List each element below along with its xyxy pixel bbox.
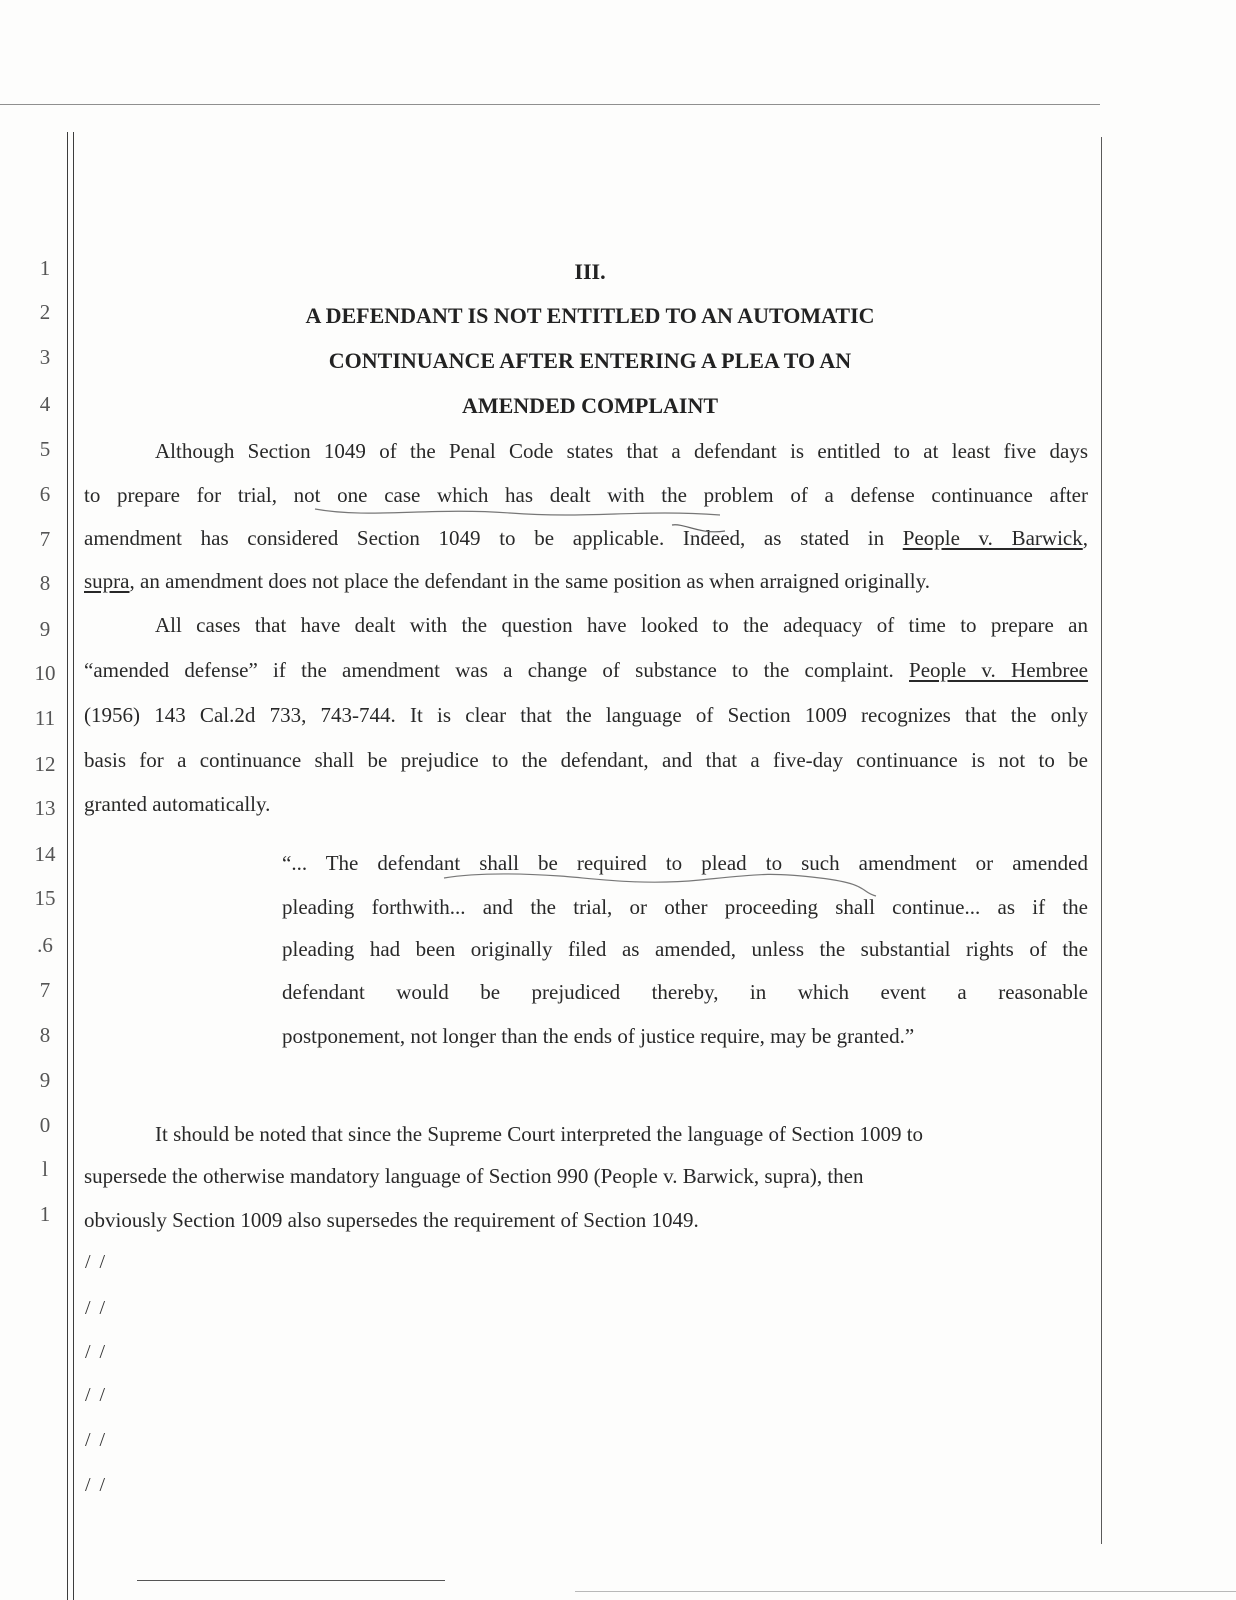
right-margin-rule [1101,137,1102,1544]
continuation-mark: / / [85,1429,108,1451]
left-margin-rule-inner [73,132,74,1600]
continuation-mark: / / [85,1384,108,1406]
section-title-line: CONTINUANCE AFTER ENTERING A PLEA TO AN [328,348,852,373]
paragraph-text: amendment has considered Section 1049 to be applicable. Indeed, as stated in [84,526,903,550]
paragraph-line: obviously Section 1009 also supersedes the requirement of Section 1049. [84,1208,699,1232]
paragraph-line: (1956) 143 Cal.2d 733, 743-744. It is clear that the language of Section 1009 recognizes that the only [84,703,1088,727]
line-number: 6 [39,482,51,506]
paragraph-line: It should be noted that since the Supreme Court interpreted the language of Section 1009 to [155,1122,924,1146]
paragraph-line: granted automatically. [84,792,271,816]
footer-rule [137,1580,445,1581]
paragraph-line: Although Section 1049 of the Penal Code states that a defendant is entitled to at least five days [155,439,1088,463]
continuation-mark: / / [85,1474,108,1496]
paragraph-line [84,567,1088,595]
line-number: 9 [39,1068,51,1092]
quote-line: postponement, not longer than the ends of justice require, may be granted.” [282,1024,915,1048]
left-margin-rule-outer [67,132,68,1600]
paragraph-text: , an amendment does not place the defendant in the same position as when arraigned originally. [129,569,930,593]
line-number: 8 [39,1023,51,1047]
paragraph-line: supersede the otherwise mandatory language of Section 990 (People v. Barwick, supra), then [84,1164,864,1188]
line-number: 15 [34,886,56,910]
line-number: 3 [39,345,51,369]
paragraph-text: “amended defense” if the amendment was a change of substance to the complaint. [84,658,910,682]
continuation-mark: / / [85,1341,108,1363]
quote-line: “... The defendant shall be required to plead to such amendment or amended [282,851,1088,875]
paragraph-line [84,524,1088,552]
paragraph-line [84,656,1088,684]
line-number: 5 [39,437,51,461]
line-number: 1 [39,1202,51,1226]
case-citation: People v. Barwick [902,526,1083,550]
line-number: l [42,1157,48,1181]
paragraph-line: basis for a continuance shall be prejudice to the defendant, and that a five-day continuance is not to be [84,748,1088,772]
quote-line: defendant would be prejudiced thereby, in which event a reasonable [282,980,1088,1004]
line-number: 11 [34,706,56,730]
line-number: 1 [39,256,51,280]
line-number: 0 [39,1113,51,1137]
case-citation: supra [84,569,130,593]
footer-rule-faint [575,1591,1236,1592]
line-number: 12 [34,752,56,776]
section-numeral: III. [574,259,606,284]
paragraph-line: to prepare for trial, not one case which has dealt with the problem of a defense continuance after [84,483,1088,507]
quote-line: pleading forthwith... and the trial, or other proceeding shall continue... as if the [282,895,1088,919]
line-number: 8 [39,571,51,595]
line-number: 2 [39,300,51,324]
section-title-line: AMENDED COMPLAINT [461,393,719,418]
line-number: 4 [39,392,51,416]
continuation-mark: / / [85,1251,108,1273]
line-number: 9 [39,617,51,641]
line-number: 10 [34,661,56,685]
line-number: 14 [34,842,56,866]
paragraph-text: , [1082,526,1088,550]
case-citation: People v. Hembree [909,658,1089,682]
paragraph-line: All cases that have dealt with the question have looked to the adequacy of time to prepare an [155,613,1088,637]
line-number: 7 [39,978,51,1002]
continuation-mark: / / [85,1297,108,1319]
line-number: .6 [37,933,53,957]
line-number: 13 [34,796,56,820]
line-number: 7 [39,527,51,551]
quote-line: pleading had been originally filed as amended, unless the substantial rights of the [282,937,1088,961]
section-title-line: A DEFENDANT IS NOT ENTITLED TO AN AUTOMATIC [305,303,875,328]
top-rule [0,104,1100,105]
